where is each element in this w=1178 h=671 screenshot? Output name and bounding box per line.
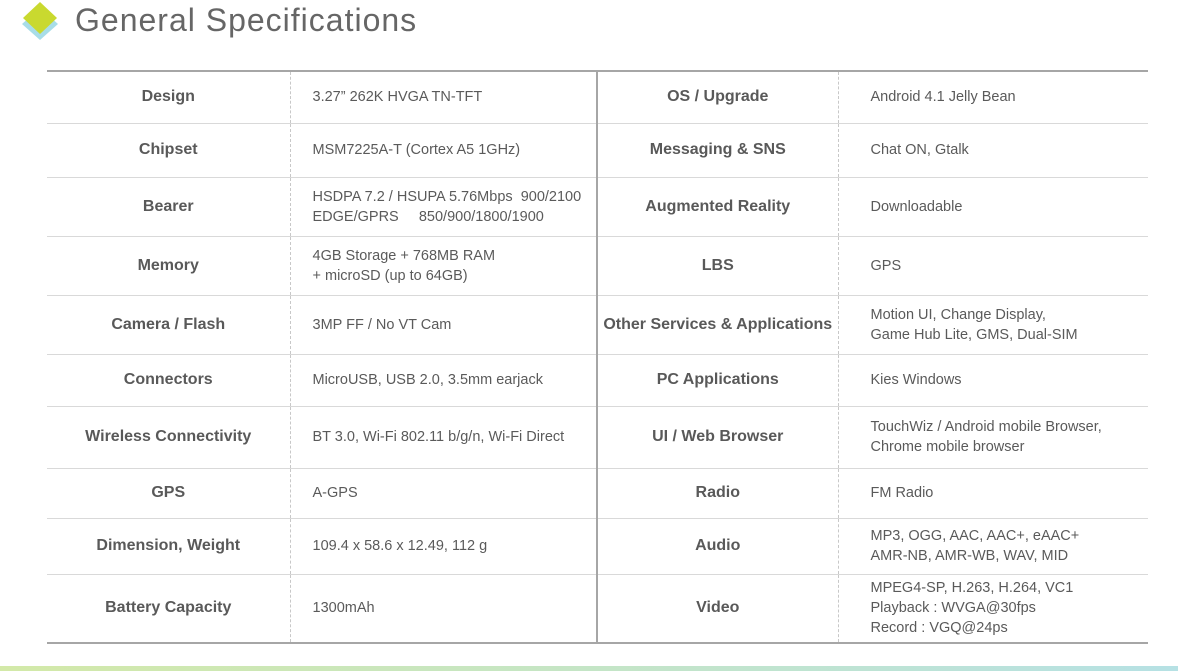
spec-label: OS / Upgrade [597, 71, 838, 123]
spec-value-line: Android 4.1 Jelly Bean [870, 89, 1016, 106]
spec-label: GPS [47, 468, 290, 518]
spec-value-line: 3.27” 262K HVGA TN-TFT [312, 89, 483, 106]
spec-value-line: A-GPS [312, 485, 358, 501]
spec-label: Memory [47, 236, 290, 295]
spec-value-line: 3MP FF / No VT Cam [312, 316, 452, 333]
table-row [47, 406, 1148, 468]
spec-value [290, 236, 597, 295]
spec-label: Audio [597, 518, 838, 574]
spec-value-line: MicroUSB, USB 2.0, 3.5mm earjack [312, 372, 543, 388]
spec-value [290, 574, 597, 643]
table-row [47, 123, 1148, 177]
spec-label: PC Applications [597, 354, 838, 406]
spec-value-line: Kies Windows [870, 372, 962, 388]
spec-label: Design [47, 71, 290, 123]
spec-value-line: MSM7225A-T (Cortex A5 1GHz) [312, 142, 521, 158]
spec-value [838, 236, 1148, 295]
spec-label: Radio [597, 468, 838, 518]
spec-label: Augmented Reality [597, 177, 838, 236]
spec-value [290, 123, 597, 177]
spec-label: Bearer [47, 177, 290, 236]
spec-value-line: AMR-NB, AMR-WB, WAV, MID [870, 548, 1069, 564]
spec-value-line: Playback : WVGA@30fps [870, 600, 1036, 617]
spec-value [290, 177, 597, 236]
spec-value [838, 354, 1148, 406]
spec-value-line: Game Hub Lite, GMS, Dual-SIM [870, 326, 1078, 343]
stacked-diamond-icon [20, 2, 60, 46]
spec-label: Wireless Connectivity [47, 406, 290, 468]
specifications-table [47, 70, 1148, 644]
spec-value [838, 574, 1148, 643]
spec-value-line: HSDPA 7.2 / HSUPA 5.76Mbps 900/2100 [312, 188, 582, 205]
spec-value-line: Motion UI, Change Display, [870, 306, 1046, 323]
spec-value-line: Chrome mobile browser [870, 439, 1025, 455]
spec-value [290, 71, 597, 123]
spec-value-line: 4GB Storage + 768MB RAM [312, 247, 496, 264]
spec-value-line: Record : VGQ@24ps [870, 620, 1008, 637]
spec-value-line: 1300mAh [312, 600, 375, 617]
table-row [47, 236, 1148, 295]
table-row [47, 574, 1148, 643]
spec-value [290, 354, 597, 406]
spec-label: UI / Web Browser [597, 406, 838, 468]
spec-value [290, 468, 597, 518]
spec-value-line: MPEG4-SP, H.263, H.264, VC1 [870, 580, 1074, 597]
spec-value-line: GPS [870, 257, 902, 274]
table-row [47, 468, 1148, 518]
spec-value-line: FM Radio [870, 485, 934, 501]
spec-value [290, 295, 597, 354]
spec-value [838, 406, 1148, 468]
spec-label: Other Services & Applications [597, 295, 838, 354]
spec-label: Messaging & SNS [597, 123, 838, 177]
spec-label: Dimension, Weight [47, 518, 290, 574]
table-row [47, 354, 1148, 406]
spec-label: LBS [597, 236, 838, 295]
spec-label: Video [597, 574, 838, 643]
page-title: General Specifications [75, 2, 418, 38]
table-row [47, 295, 1148, 354]
table-row [47, 518, 1148, 574]
spec-value-line: BT 3.0, Wi-Fi 802.11 b/g/n, Wi-Fi Direct [312, 429, 565, 445]
spec-value-line: EDGE/GPRS 850/900/1800/1900 [312, 208, 544, 225]
table-row [47, 71, 1148, 123]
spec-value [838, 71, 1148, 123]
spec-value-line: Chat ON, Gtalk [870, 142, 969, 158]
spec-label: Battery Capacity [47, 574, 290, 643]
spec-value [838, 123, 1148, 177]
spec-value [838, 468, 1148, 518]
spec-value-line: + microSD (up to 64GB) [312, 267, 468, 284]
spec-value [838, 295, 1148, 354]
spec-value [838, 518, 1148, 574]
spec-value-line: Downloadable [870, 198, 963, 215]
bottom-accent-bar [0, 666, 1178, 671]
spec-label: Chipset [47, 123, 290, 177]
spec-value [290, 518, 597, 574]
spec-value [290, 406, 597, 468]
table-row [47, 177, 1148, 236]
spec-value-line: MP3, OGG, AAC, AAC+, eAAC+ [870, 528, 1080, 544]
spec-value-line: 109.4 x 58.6 x 12.49, 112 g [312, 538, 488, 554]
spec-label: Camera / Flash [47, 295, 290, 354]
spec-value-line: TouchWiz / Android mobile Browser, [870, 419, 1102, 435]
spec-value [838, 177, 1148, 236]
spec-label: Connectors [47, 354, 290, 406]
